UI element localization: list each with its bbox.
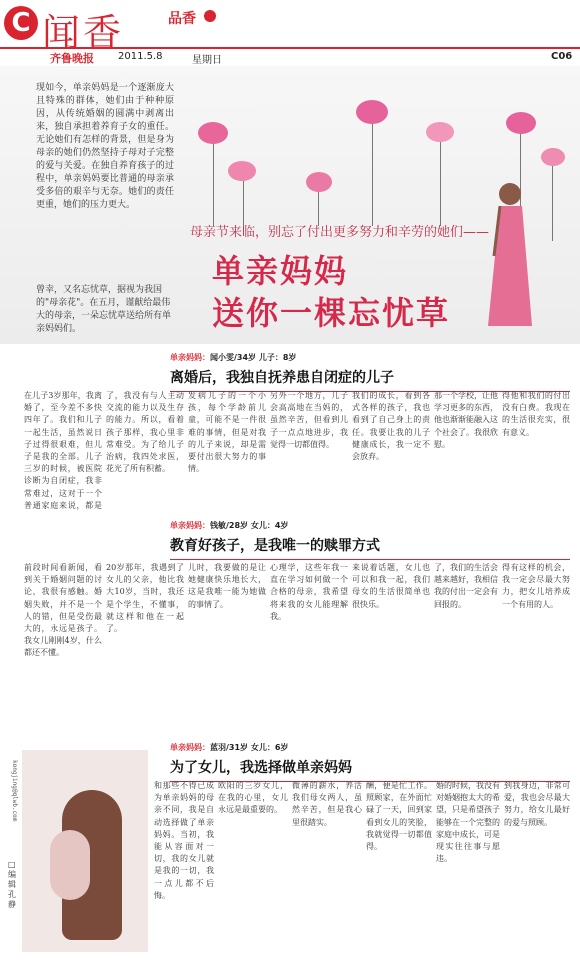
story-column: 心理学，这些年我一直在学习如何做一个合格的母亲，我希望将来我的女儿能理解我。 bbox=[270, 563, 348, 621]
story-column: 婚的时候，我没有对婚姻抱太大的希望，只是希望孩子能够在一个完整的家庭中成长，可是现实往往事与愿违。 bbox=[436, 781, 500, 864]
subsection-title: 品香 bbox=[168, 11, 196, 27]
flower-stem bbox=[213, 136, 214, 226]
pink-flower-icon bbox=[228, 161, 256, 181]
story-column: 我们的成长，看到各式各样的孩子，我也看到了自己身上的责任。我要让我的儿子健康成长，我一定不会放弃。 bbox=[352, 391, 430, 462]
story-column: 了，我们的生活会越来越好，我相信我的付出一定会有回报的。 bbox=[434, 563, 498, 609]
story-column: 来说着话题，女儿也可以和我一起，我们母女的生活很简单也很快乐。 bbox=[352, 563, 430, 609]
flower-icon bbox=[204, 10, 216, 22]
section-title: 闻香 bbox=[42, 11, 125, 55]
child-figure bbox=[50, 830, 90, 900]
story-column: 得他和我们的付出没有白费。我现在的生活很充实，很有意义。 bbox=[502, 391, 570, 437]
story-column: 到我身边，非常可爱，我也会尽最大努力，给女儿最好的爱与照顾。 bbox=[504, 781, 570, 827]
pink-flower-icon bbox=[541, 148, 565, 166]
issue-date: 2011.5.8 bbox=[118, 51, 163, 62]
issue-weekday: 星期日 bbox=[192, 55, 222, 66]
flower-stem bbox=[440, 136, 441, 226]
story-tag-info: 钱敏/28岁 女儿：4岁 bbox=[210, 521, 289, 530]
divider bbox=[170, 559, 570, 560]
story-tag-info: 闻小雯/34岁 儿子：8岁 bbox=[210, 353, 297, 362]
story-tag-info: 蓝羽/31岁 女儿：6岁 bbox=[210, 743, 289, 752]
story-column: 另外一个地方，儿子会高高地在当妈的，虽然辛苦，但看到儿子一点点地进步，我觉得一切都值得。 bbox=[270, 391, 348, 449]
story-title: 教育好孩子，是我唯一的赎罪方式 bbox=[170, 538, 380, 554]
story-column: 微薄的薪水，养活我们母女两人，虽然辛苦，但是我心里很踏实。 bbox=[292, 781, 362, 827]
story-tag bbox=[170, 352, 570, 363]
story-column: 20岁那年，我遇到了女儿的父亲，他比我大10岁，当时，我还是个学生，不懂事，就这样和他在一起了。 bbox=[106, 563, 184, 634]
story-tag bbox=[170, 742, 570, 753]
flower-stem bbox=[552, 161, 553, 241]
hero-intro-text-2: 曾幸，又名忘忧草，据视为我国的"母亲花"。在五月，谨献给最伟大的母亲，一朵忘忧草送给所有单亲妈妈们。 bbox=[36, 285, 172, 334]
flower-stem bbox=[372, 116, 373, 226]
story-tag-label: 单亲妈妈： bbox=[170, 521, 210, 530]
newspaper-brand: 齐鲁晚报 bbox=[50, 52, 94, 65]
story-column: 了，我没有与人主动交流的能力以及生存的能力。所以，看着孩子那样，我心里非常难受。为了给儿子治病，我四处求医，花光了所有积蓄。 bbox=[106, 391, 184, 474]
pink-flower-icon bbox=[306, 172, 332, 192]
story-column: 在儿子3岁那年，我离婚了，至今差不多快四年了。我们和儿子一起生活，虽然说日子过得很艰难，但儿子是我的全部。儿子三岁的时候，被医院诊断为自闭症，我非常难过，这对于一个普通家庭来说，都是 bbox=[24, 391, 102, 510]
page-code: C06 bbox=[551, 51, 573, 62]
hero-intro-text: 现如今，单亲妈妈是一个逐渐庞大且特殊的群体，她们由于种种原因，从传统婚姻的圆满中剥离出来，独自承担着养育子女的重任。无论她们有怎样的背景，但是身为母亲的她们仍然坚持子母对子完整的爱与关爱。在独自养育孩子的过程中，单亲妈妈要比普通的母亲承受多倍的艰辛与无奈。她们的责任更重，她们的压力更大。 bbox=[36, 83, 174, 210]
story-column: 和那些不得已成为单亲妈妈的母亲不同，我是自动选择做了单亲妈妈。当初，我能从容面对一切，我的女儿就是我的一切，我一点儿都不后悔。 bbox=[154, 781, 214, 900]
story-header bbox=[170, 742, 570, 782]
story-column: 酬，便是忙工作。照顾家，在外面忙碌了一天，回到家看到女儿的笑脸，我就觉得一切都值得。 bbox=[366, 781, 432, 852]
story-column: 儿时，我要做的是让她健康快乐地长大，这是我唯一能为她做的事情了。 bbox=[188, 563, 266, 609]
story-column: 得有这样的机会，我一定会尽最大努力，把女儿培养成一个有用的人。 bbox=[502, 563, 570, 609]
story-column: 欧阳的三岁女儿，在我的心里，女儿永远是最重要的。 bbox=[218, 781, 288, 815]
story-title: 为了女儿，我选择做单亲妈妈 bbox=[170, 760, 352, 776]
pink-flower-icon bbox=[198, 122, 228, 144]
girl-illustration bbox=[470, 176, 540, 336]
hero-subtitle: 母亲节来临，别忘了付出更多努力和辛劳的她们—— bbox=[190, 225, 490, 240]
story-column: 发病儿子的一个小孩，每个学龄前儿童，可能不是一件很难的事情，但是对我的儿子来说，却是需要付出很大努力的事情。 bbox=[188, 391, 266, 474]
story-header bbox=[170, 520, 570, 560]
editor-email: kongjing@qlwb.com bbox=[11, 760, 18, 822]
pink-flower-icon bbox=[356, 100, 388, 124]
story-tag-label: 单亲妈妈： bbox=[170, 743, 210, 752]
mother-child-photo bbox=[22, 750, 148, 952]
hero-title-line-2: 送你一棵忘忧草 bbox=[212, 294, 451, 332]
story-tag bbox=[170, 520, 570, 531]
pink-flower-icon bbox=[506, 112, 536, 134]
editor-byline: □编辑 孔静 bbox=[8, 860, 16, 909]
story-header bbox=[170, 352, 570, 392]
story-tag-label: 单亲妈妈： bbox=[170, 353, 210, 362]
story-column: 前段时间看新闻，看到关于婚姻问题的讨论，我很有感触。婚姻失败，并不是一个人的错，但是受伤最大的，永远是孩子。我女儿刚刚4岁，什么都还不懂。 bbox=[24, 563, 102, 658]
hero-title-line-1: 单亲妈妈 bbox=[212, 252, 349, 290]
flower-stem bbox=[318, 186, 319, 226]
hero-banner bbox=[0, 66, 580, 344]
masthead bbox=[0, 0, 580, 66]
story-column: 那一个学校，让他学习更多的东西，他也渐渐能融入这个社会了。我很欣慰。 bbox=[434, 391, 498, 449]
section-logo: C bbox=[4, 6, 38, 40]
pink-flower-icon bbox=[426, 122, 454, 142]
story-title: 离婚后，我独自抚养患自闭症的儿子 bbox=[170, 370, 394, 386]
